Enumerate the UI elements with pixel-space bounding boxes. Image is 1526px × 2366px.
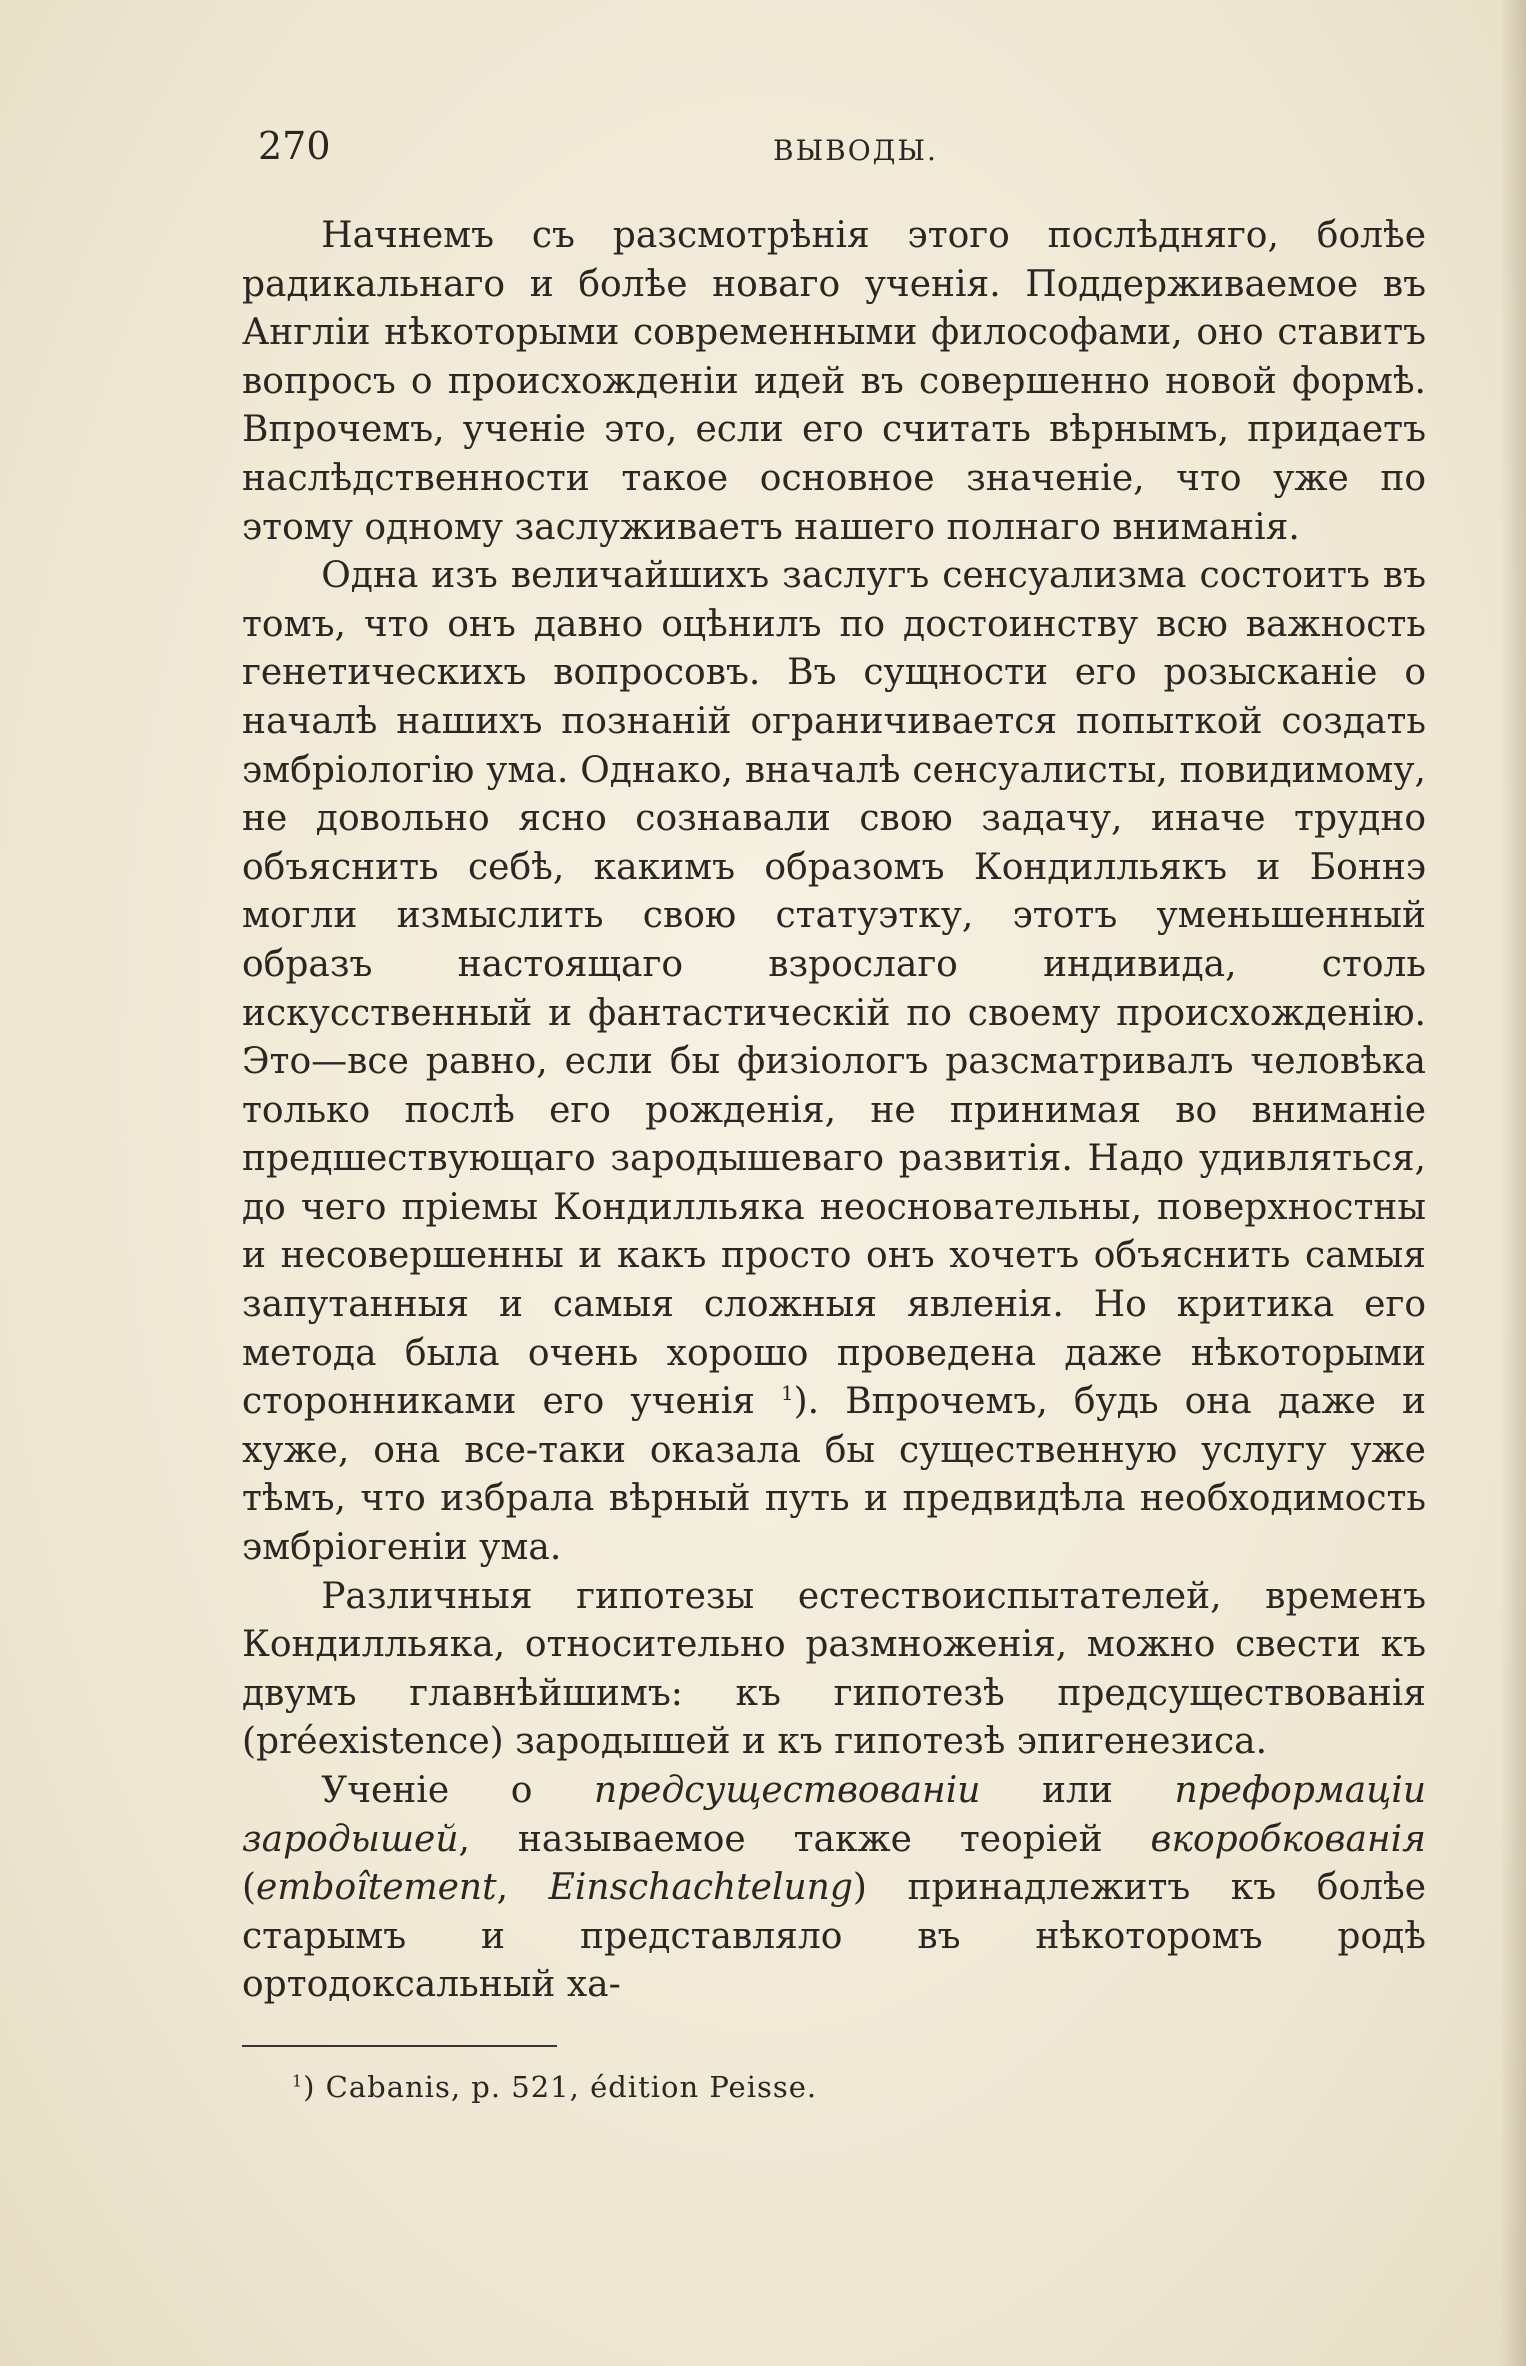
paragraph-4: Ученіе о предсуществованіи или преформаціи зародышей, называемое также теоріей вкоробкованія (emboîtement, Einschachtelung) принадлежитъ къ болѣе старымъ и представляло въ нѣкоторомъ родѣ ортодоксальный ха- — [242, 1770, 1426, 2006]
italic-term: предсуществованіи — [593, 1770, 981, 1811]
footnote — [292, 2070, 1392, 2104]
paragraph-3: Различныя гипотезы естествоиспытателей, временъ Кондилльяка, относительно размноженія, можно свести къ двумъ главнѣйшимъ: къ гипотезѣ предсуществованія (préexistence) зародышей и къ гипотезѣ эпигенезиса. — [242, 1575, 1426, 1763]
page-header — [258, 124, 1438, 184]
italic-term: Einschachtelung — [548, 1867, 853, 1909]
page-number: 270 — [258, 124, 331, 168]
page-edge-shadow — [1500, 0, 1526, 2366]
italic-term: emboîtement — [256, 1867, 497, 1909]
body-text — [242, 212, 1426, 2010]
footnote-reference[interactable]: 1 — [781, 1382, 794, 1406]
paragraph-2: Одна изъ величайшихъ заслугъ сенсуализма состоитъ въ томъ, что онъ давно оцѣнилъ по достоинству всю важность генетическихъ вопросовъ. Въ сущности его розысканіе о началѣ нашихъ познаній ограничивается попыткой создать эмбріологію ума. Однако, вначалѣ сенсуалисты, повидимому, не довольно ясно сознавали свою задачу, иначе трудно объяснить себѣ, какимъ образомъ Кондилльякъ и Боннэ могли измыслить свою статуэтку, этотъ уменьшенный образъ настоящаго взрослаго индивида, столь искусственный и фантастическій по своему происхожденію. Это—все равно, если бы физіологъ разсматривалъ человѣка только послѣ его рожденія, не принимая во вниманіе предшествующаго зародышеваго развитія. Надо удивляться, до чего пріемы Кондилльяка неосновательны, поверхностны и несовершенны и какъ просто онъ хочетъ объяснить самыя запутанныя и самыя сложныя явленія. Но критика его метода была очень хорошо проведена даже нѣкоторыми сторонниками его ученія $^1$). Впрочемъ, будь она даже и хуже, она все-таки оказала бы существенную услугу уже тѣмъ, что избрала вѣрный путь и предвидѣла необходимость эмбріогеніи ума. — [242, 555, 1426, 1569]
italic-term: вкоробкованія — [1150, 1818, 1426, 1860]
footnote-mark: 1 — [292, 2071, 304, 2091]
paragraph-1: Начнемъ съ разсмотрѣнія этого послѣдняго, болѣе радикальнаго и болѣе новаго ученія. Поддерживаемое въ Англіи нѣкоторыми современными философами, оно ставитъ вопросъ о происхожденіи идей въ совершенно новой формѣ. Впрочемъ, ученіе это, если его считать вѣрнымъ, придаетъ наслѣдственности такое основное значеніе, что уже по этому одному заслуживаетъ нашего полнаго вниманія. — [242, 215, 1426, 548]
italic-term: преформаціи зародышей — [242, 1770, 1426, 1860]
running-head: ВЫВОДЫ. — [773, 134, 938, 167]
footnote-rule — [242, 2045, 557, 2047]
footnote-text: ) Cabanis, p. 521, édition Peisse. — [303, 2070, 818, 2104]
